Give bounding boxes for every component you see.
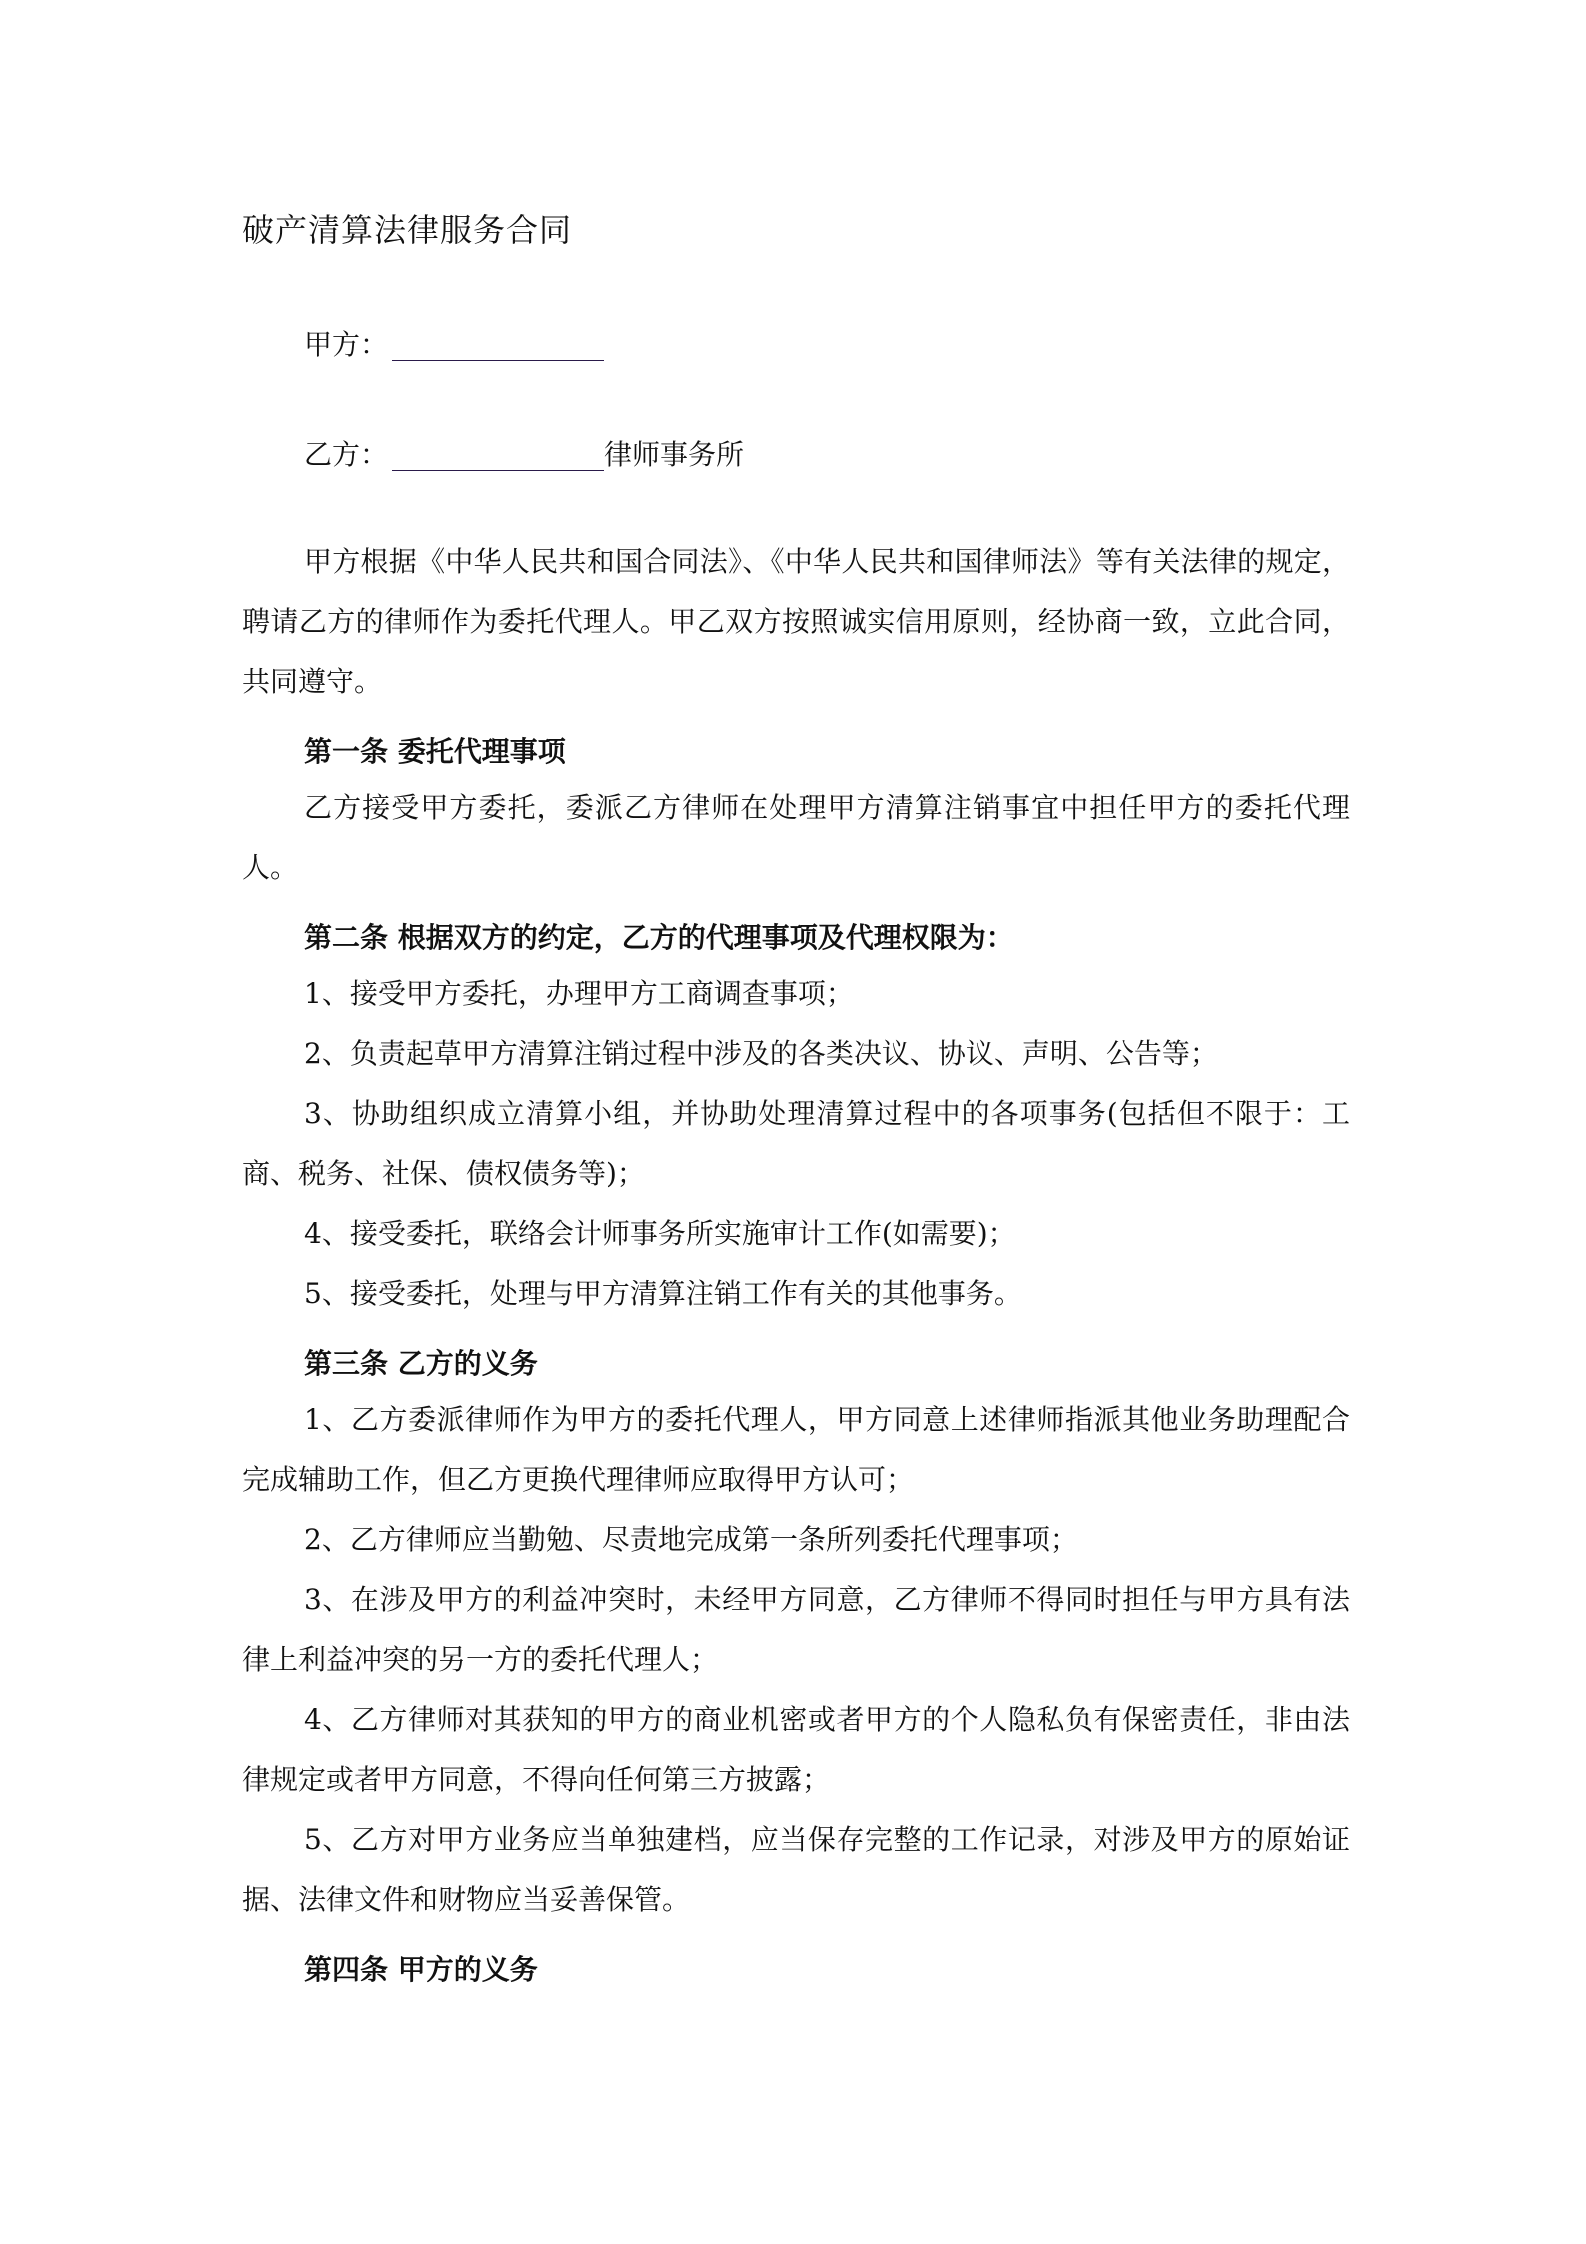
article-3-item: 5、乙方对甲方业务应当单独建档，应当保存完整的工作记录，对涉及甲方的原始证据、法律文件和财物应当妥善保管。 (242, 1823, 1350, 1916)
contract-title: 破产清算法律服务合同 (242, 211, 573, 249)
article-3-item: 4、乙方律师对其获知的甲方的商业机密或者甲方的个人隐私负有保密责任，非由法律规定或者甲方同意，不得向任何第三方披露； (242, 1703, 1350, 1796)
article-2-item: 2、负责起草甲方清算注销过程中涉及的各类决议、协议、声明、公告等； (304, 1037, 1218, 1070)
article-4-heading: 第四条 甲方的义务 (304, 1953, 538, 1986)
contract-body (242, 532, 1350, 1996)
party-a-label: 甲方： (304, 328, 389, 361)
party-b-blank-field[interactable] (392, 440, 604, 471)
article-2-item: 1、接受甲方委托，办理甲方工商调查事项； (304, 977, 854, 1010)
article-2-heading: 第二条 根据双方的约定，乙方的代理事项及代理权限为： (304, 921, 1014, 954)
article-3-item: 2、乙方律师应当勤勉、尽责地完成第一条所列委托代理事项； (304, 1523, 1078, 1556)
article-3-heading: 第三条 乙方的义务 (304, 1347, 538, 1380)
article-2-item: 5、接受委托，处理与甲方清算注销工作有关的其他事务。 (304, 1277, 1022, 1310)
article-1-heading: 第一条 委托代理事项 (304, 735, 566, 768)
article-1-paragraph: 乙方接受甲方委托，委派乙方律师在处理甲方清算注销事宜中担任甲方的委托代理人。 (242, 791, 1350, 884)
article-2-item: 3、协助组织成立清算小组，并协助处理清算过程中的各项事务(包括但不限于：工商、税务、社保、债权债务等)； (242, 1097, 1350, 1190)
party-b-line (304, 435, 744, 475)
party-b-suffix: 律师事务所 (604, 438, 745, 471)
party-a-line (304, 325, 604, 365)
article-2-item: 4、接受委托，联络会计师事务所实施审计工作(如需要)； (304, 1217, 1016, 1250)
article-3-item: 1、乙方委派律师作为甲方的委托代理人，甲方同意上述律师指派其他业务助理配合完成辅助工作，但乙方更换代理律师应取得甲方认可； (242, 1403, 1350, 1496)
preamble-paragraph: 甲方根据《中华人民共和国合同法》、《中华人民共和国律师法》等有关法律的规定，聘请乙方的律师作为委托代理人。甲乙双方按照诚实信用原则，经协商一致，立此合同，共同遵守。 (242, 545, 1350, 698)
party-b-label: 乙方： (304, 438, 389, 471)
article-3-item: 3、在涉及甲方的利益冲突时，未经甲方同意，乙方律师不得同时担任与甲方具有法律上利益冲突的另一方的委托代理人； (242, 1583, 1350, 1676)
party-a-blank-field[interactable] (392, 330, 604, 361)
